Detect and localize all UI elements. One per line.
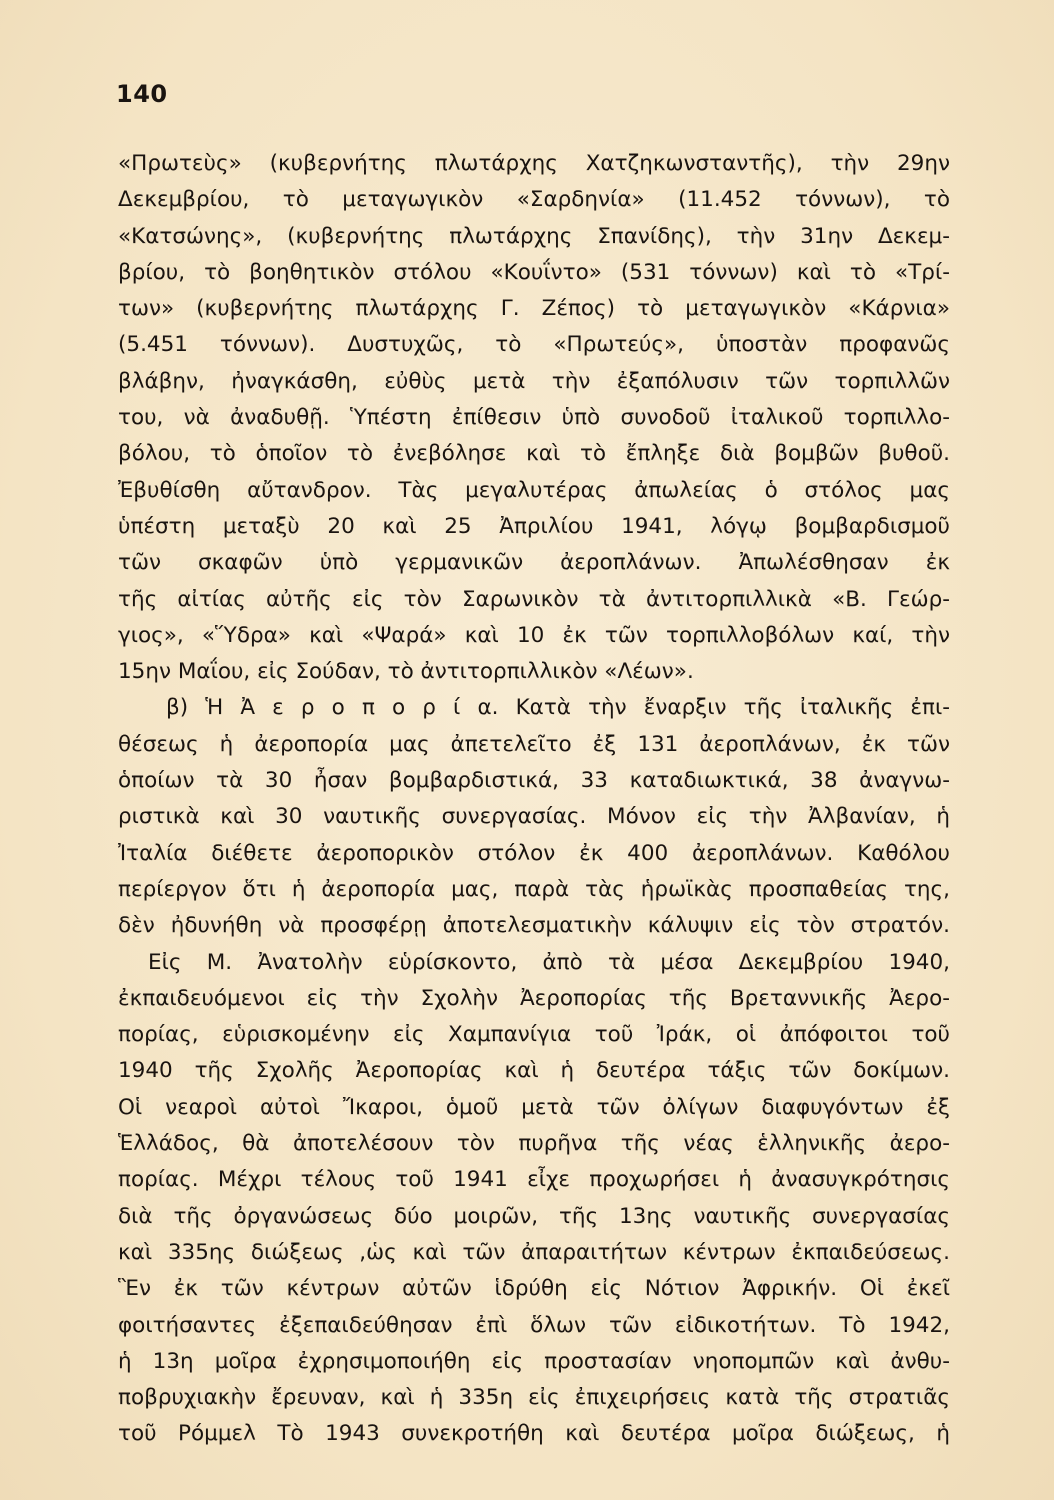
text-line: (5.451 τόννων). Δυστυχῶς, τὸ «Πρωτεύς», ὑποστὰν προφανῶς bbox=[118, 332, 950, 358]
text-line: Ἓν ἐκ τῶν κέντρων αὐτῶν ἱδρύθη εἰς Νότιον Ἀφρικήν. Οἱ ἐκεῖ bbox=[118, 1276, 950, 1302]
text-line: περίεργον ὅτι ἡ ἀεροπορία μας, παρὰ τὰς ἡρωϊκὰς προσπαθείας της, bbox=[118, 876, 950, 902]
text-line: ποβρυχιακὴν ἔρευναν, καὶ ἡ 335η εἰς ἐπιχειρήσεις κατὰ τῆς στρατιᾶς bbox=[118, 1385, 950, 1411]
text-line: 1940 τῆς Σχολῆς Ἀεροπορίας καὶ ἡ δευτέρα τάξις τῶν δοκίμων. bbox=[118, 1058, 950, 1084]
text-line: θέσεως ἡ ἀεροπορία μας ἀπετελεῖτο ἐξ 131 ἀεροπλάνων, ἐκ τῶν bbox=[118, 731, 950, 757]
text-line: των» (κυβερνήτης πλωτάρχης Γ. Ζέπος) τὸ μεταγωγικὸν «Κάρνια» bbox=[118, 296, 950, 322]
text-line: βόλου, τὸ ὁποῖον τὸ ἐνεβόλησε καὶ τὸ ἔπληξε διὰ βομβῶν βυθοῦ. bbox=[118, 441, 950, 467]
text-line: ἡ 13η μοῖρα ἐχρησιμοποιήθη εἰς προστασίαν νηοπομπῶν καὶ ἀνθυ- bbox=[118, 1348, 950, 1374]
text-line: Ἐβυθίσθη αὔτανδρον. Τὰς μεγαλυτέρας ἀπωλείας ὁ στόλος μας bbox=[118, 477, 950, 503]
page-number: 140 bbox=[116, 80, 168, 108]
text-line: βλάβην, ἠναγκάσθη, εὐθὺς μετὰ τὴν ἐξαπόλυσιν τῶν τορπιλλῶν bbox=[118, 368, 950, 394]
text-line: Οἱ νεαροὶ αὐτοὶ Ἴκαροι, ὁμοῦ μετὰ τῶν ὀλίγων διαφυγόντων ἐξ bbox=[118, 1094, 950, 1120]
text-line: τῆς αἰτίας αὐτῆς εἰς τὸν Σαρωνικὸν τὰ ἀντιτορπιλλικὰ «Β. Γεώρ- bbox=[118, 586, 950, 612]
text-line: τοῦ Ρόμμελ Τὸ 1943 συνεκροτήθη καὶ δευτέρα μοῖρα διώξεως, ἡ bbox=[118, 1421, 950, 1447]
text-line: ριστικὰ καὶ 30 ναυτικῆς συνεργασίας. Μόνον εἰς τὴν Ἀλβανίαν, ἡ bbox=[118, 804, 950, 830]
text-line: ὁποίων τὰ 30 ἦσαν βομβαρδιστικά, 33 καταδιωκτικά, 38 ἀναγνω- bbox=[118, 768, 950, 794]
text-line: διὰ τῆς ὀργανώσεως δύο μοιρῶν, τῆς 13ης ναυτικῆς συνεργασίας bbox=[118, 1203, 950, 1229]
text-line: φοιτήσαντες ἐξεπαιδεύθησαν ἐπὶ ὅλων τῶν εἰδικοτήτων. Τὸ 1942, bbox=[118, 1312, 950, 1338]
section-heading-line: β) Ἡ Ἀ ε ρ ο π ο ρ ί α. Κατὰ τὴν ἔναρξιν τῆς ἰταλικῆς ἐπι- bbox=[166, 695, 950, 721]
text-line: γιος», «Ὕδρα» καὶ «Ψαρά» καὶ 10 ἐκ τῶν τορπιλλοβόλων καί, τὴν bbox=[118, 622, 950, 648]
text-line: δὲν ἠδυνήθη νὰ προσφέρῃ ἀποτελεσματικὴν κάλυψιν εἰς τὸν στρατόν. bbox=[118, 913, 950, 939]
body-text bbox=[118, 146, 950, 1453]
text-line: καὶ 335ης διώξεως ,ὡς καὶ τῶν ἀπαραιτήτων κέντρων ἐκπαιδεύσεως. bbox=[118, 1239, 950, 1265]
text-line: 15ην Μαΐου, εἰς Σούδαν, τὸ ἀντιτορπιλλικὸν «Λέων». bbox=[118, 659, 694, 685]
text-line: του, νὰ ἀναδυθῇ. Ὑπέστη ἐπίθεσιν ὑπὸ συνοδοῦ ἰταλικοῦ τορπιλλο- bbox=[118, 405, 950, 431]
text-line: πορίας. Μέχρι τέλους τοῦ 1941 εἶχε προχωρήσει ἡ ἀνασυγκρότησις bbox=[118, 1167, 950, 1193]
text-line: ὑπέστη μεταξὺ 20 καὶ 25 Ἀπριλίου 1941, λόγῳ βομβαρδισμοῦ bbox=[118, 513, 950, 539]
text-line: «Κατσώνης», (κυβερνήτης πλωτάρχης Σπανίδης), τὴν 31ην Δεκεμ- bbox=[118, 223, 950, 249]
paragraph-start-line: Εἰς Μ. Ἀνατολὴν εὑρίσκοντο, ἀπὸ τὰ μέσα Δεκεμβρίου 1940, bbox=[148, 949, 950, 975]
text-line: βρίου, τὸ βοηθητικὸν στόλου «Κουΐντο» (531 τόννων) καὶ τὸ «Τρί- bbox=[118, 259, 950, 285]
text-line: Ἑλλάδος, θὰ ἀποτελέσουν τὸν πυρῆνα τῆς νέας ἑλληνικῆς ἀερο- bbox=[118, 1131, 950, 1157]
text-line: ἐκπαιδευόμενοι εἰς τὴν Σχολὴν Ἀεροπορίας τῆς Βρεταννικῆς Ἀερο- bbox=[118, 985, 950, 1011]
text-line: Δεκεμβρίου, τὸ μεταγωγικὸν «Σαρδηνία» (11.452 τόννων), τὸ bbox=[118, 187, 950, 213]
text-line: «Πρωτεὺς» (κυβερνήτης πλωτάρχης Χατζηκωνσταντῆς), τὴν 29ην bbox=[118, 151, 950, 176]
text-line: τῶν σκαφῶν ὑπὸ γερμανικῶν ἀεροπλάνων. Ἀπωλέσθησαν ἐκ bbox=[118, 550, 950, 576]
text-line: Ἰταλία διέθετε ἀεροπορικὸν στόλον ἐκ 400 ἀεροπλάνων. Καθόλου bbox=[118, 840, 950, 866]
text-line: πορίας, εὑρισκομένην εἰς Χαμπανίγια τοῦ Ἰράκ, οἱ ἀπόφοιτοι τοῦ bbox=[118, 1022, 950, 1048]
